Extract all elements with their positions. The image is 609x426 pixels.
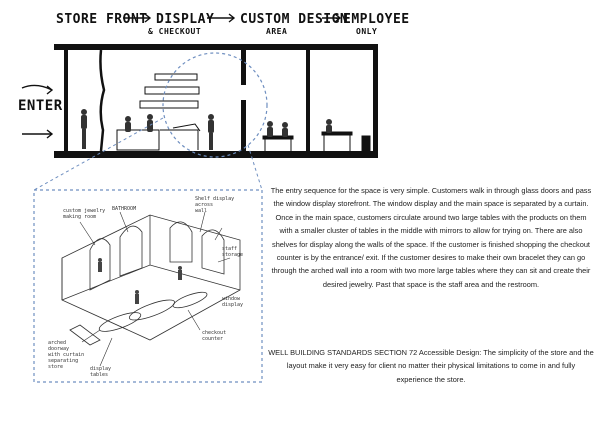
description-paragraph: The entry sequence for the space is very simple. Customers walk in through glass doors and pass the window display storefront. The window display and the main space is separated by a curtain. Once in the main space, customers circulate around two large tables with the products on them with a smaller cluster of tables in the middle with mirrors to allow for trying on. There are also shelves for display along the walls of the space. If the customer is finished shopping the checkout counter is by the entrance/ exit. If the customer desires to make their own bracelet they can go through the arched wall into a room with two more large tables where they can sit and create their desired jewelry. Past that space is the staff area and the restroom.	[270, 186, 592, 289]
sketch-label-bathroom: BATHROOM	[112, 206, 137, 212]
sketch-label-tables: display tables	[90, 366, 112, 378]
sketch-label-arched: arched doorway with curtain separating store	[48, 340, 85, 370]
display-shelves	[140, 74, 199, 108]
sketch-label-window: window display	[222, 296, 244, 308]
flow-arrows	[123, 14, 340, 22]
flow-step-employee: EMPLOYEE	[343, 12, 410, 27]
sketch-label-shelf: Shelf display across wall	[195, 196, 235, 214]
isometric-sketch	[62, 215, 240, 345]
building-section	[54, 44, 378, 158]
flow-step-display: DISPLAY	[156, 12, 215, 27]
flow-step-custom-design-sub: AREA	[266, 27, 288, 36]
sketch-label-jewelry-room: custom jewelry making room	[63, 208, 106, 220]
callout-lines	[80, 212, 230, 366]
sketch-label-checkout: checkout counter	[202, 330, 227, 342]
flow-step-custom-design: CUSTOM DESIGN	[240, 12, 349, 27]
flow-step-employee-sub: ONLY	[356, 27, 378, 36]
enter-arrows	[22, 85, 52, 138]
standard-paragraph: WELL BUILDING STANDARDS SECTION 72 Accessible Design: The simplicity of the store and the layout make it very easy for client no matter their physical limitations to come in and fully experience the store.	[268, 348, 594, 384]
flow-step-store-front: STORE FRONT	[56, 12, 148, 27]
enter-label: ENTER	[18, 98, 63, 114]
sketch-label-staff: staff storage	[222, 246, 244, 258]
flow-step-display-sub: & CHECKOUT	[148, 27, 202, 36]
